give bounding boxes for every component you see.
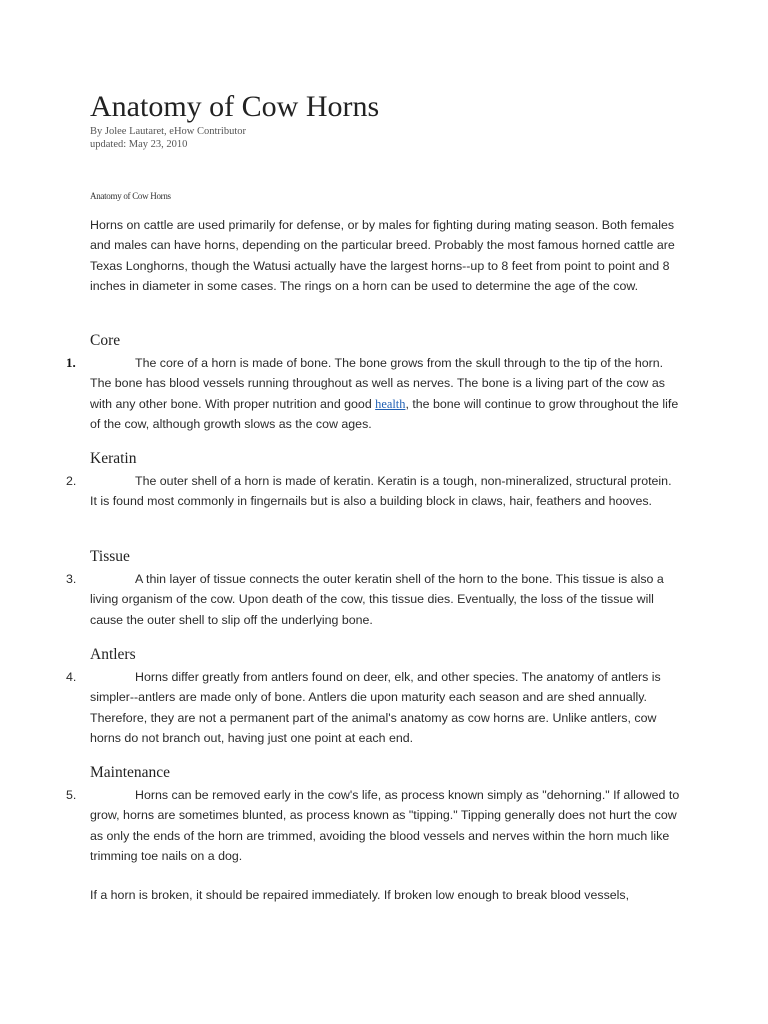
section-text-maintenance-continued: If a horn is broken, it should be repaired immediately. If broken low enough to break blood vessels, [90, 888, 630, 902]
section-text-keratin: The outer shell of a horn is made of keratin. Keratin is a tough, non-mineralized, structural protein. It is found most commonly in fingernails but is also a building block in claws, hair, feathers and hooves. [90, 474, 672, 509]
list-number: 2. [66, 474, 77, 488]
article-meta [90, 125, 246, 151]
section-text-maintenance: Horns can be removed early in the cow's life, as process known simply as "dehorning." If allowed to grow, horns are sometimes blunted, as process known as "tipping." Tipping generally does not hurt the cow as only the ends of the horn are trimmed, avoiding the blood vessels and nerves within the horn much like trimming toe nails on a dog. [90, 788, 680, 863]
list-number: 1. [66, 355, 76, 370]
intro-paragraph: Horns on cattle are used primarily for defense, or by males for fighting during mating season. Both females and males can have horns, depending on the particular breed. Probably the most famous horned cattle are Texas Longhorns, though the Watusi actually have the largest horns--up to 8 feet from point to point and 8 inches in diameter in some cases. The rings on a horn can be used to determine the age of the cow. [90, 218, 675, 293]
image-caption: Anatomy of Cow Horns [90, 191, 171, 201]
section-text-tissue: A thin layer of tissue connects the outer keratin shell of the horn to the bone. This tissue is also a living organism of the cow. Upon death of the cow, this tissue dies. Eventually, the loss of the tissue will cause the outer shell to slip off the underlying bone. [90, 572, 664, 627]
section-heading-antlers: Antlers [90, 646, 136, 663]
section-heading-maintenance: Maintenance [90, 764, 171, 781]
section-heading-core: Core [90, 332, 121, 349]
list-number: 3. [66, 572, 77, 586]
section-heading-keratin: Keratin [90, 450, 137, 467]
article-title: Anatomy of Cow Horns [90, 90, 380, 123]
core-text-start: The core of a horn is made of bone. The bone grows from the skull through to the tip of the horn. The bone has blood vessels running throughout as well as nerves. The bone is a living part of the cow as with any other bone. With proper nutrition and good [90, 356, 665, 411]
section-text-core [90, 353, 680, 434]
list-number: 5. [66, 788, 77, 802]
section-text-antlers: Horns differ greatly from antlers found on deer, elk, and other species. The anatomy of antlers is simpler--antlers are made only of bone. Antlers die upon maturity each season and are shed annually. Therefore, they are not a permanent part of the animal's anatomy as cow horns are. Unlike antlers, cow horns do not branch out, having just one point at each end. [90, 670, 661, 745]
author-byline: By Jolee Lautaret, eHow Contributor [90, 126, 247, 137]
section-heading-tissue: Tissue [90, 548, 130, 565]
health-link[interactable]: health [375, 396, 406, 411]
core-text-end: , the bone will continue to grow throughout the life of the cow, although growth slows as the cow ages. [90, 396, 679, 431]
list-number: 4. [66, 670, 77, 684]
updated-date: updated: May 23, 2010 [90, 139, 188, 150]
